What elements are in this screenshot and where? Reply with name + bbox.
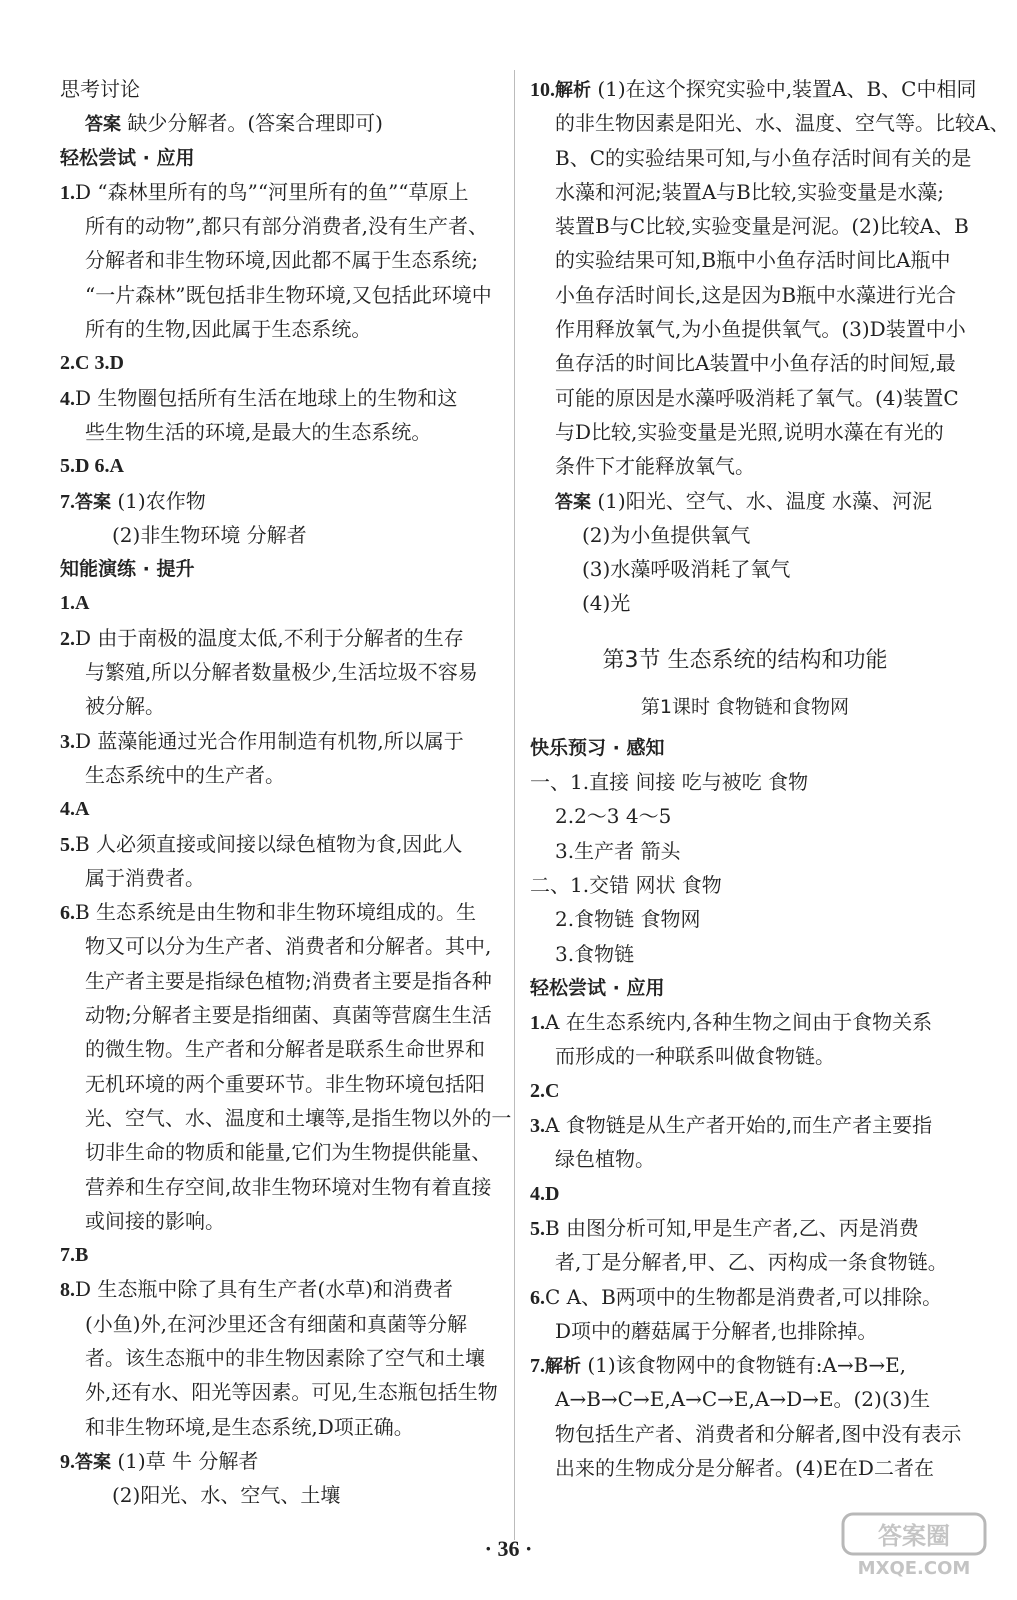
answer-line: B 由图分析可知,甲是生产者,乙、丙是消费: [545, 1215, 919, 1240]
question-number: 2.: [60, 627, 75, 650]
practice-question-3: [60, 724, 500, 758]
answer-line: 分解者和非生物环境,因此都不属于生态系统;: [85, 248, 479, 273]
practice-question-9: [60, 1444, 500, 1478]
answer-line: 或间接的影响。: [85, 1208, 225, 1233]
question-number: 5.: [530, 1217, 545, 1240]
answer-line: B 生态系统是由生物和非生物环境组成的。生: [75, 900, 477, 925]
preview-line: 一、1.直接 间接 吃与被吃 食物: [530, 770, 809, 795]
analysis-line: B、C的实验结果可知,与小鱼存活时间有关的是: [555, 145, 972, 170]
answer-line: (2)非生物环境 分解者: [112, 522, 307, 547]
answer-line: (3)水藻呼吸消耗了氧气: [582, 557, 791, 582]
question-number: 3.: [60, 730, 75, 753]
answer-line: 被分解。: [85, 694, 165, 719]
answer-line: (小鱼)外,在河沙里还含有细菌和真菌等分解: [85, 1311, 467, 1336]
question-number: 5.: [60, 833, 75, 856]
analysis-line: 小鱼存活时间长,这是因为B瓶中水藻进行光合: [555, 282, 957, 307]
section-heading-preview: 快乐预习 · 感知: [530, 736, 665, 759]
right-column: [530, 72, 1010, 1485]
answer-line: 所有的动物”,都只有部分消费者,没有生产者、: [85, 214, 488, 239]
analysis-line: 的实验结果可知,B瓶中小鱼存活时间比A瓶中: [555, 248, 951, 273]
question-number: 10.: [530, 79, 555, 101]
answer-line: 动物;分解者主要是指细菌、真菌等营腐生生活: [85, 1003, 492, 1028]
question-number: 6.: [60, 902, 75, 925]
answer-line: (4)光: [582, 591, 631, 616]
answer-line: D “森林里所有的鸟”“河里所有的鱼”“草原上: [75, 179, 469, 204]
answer-line: 和非生物环境,是生态系统,D项正确。: [85, 1414, 414, 1439]
r-question-4: 4.D: [530, 1182, 560, 1205]
answer-line: 绿色植物。: [555, 1147, 655, 1172]
question-7: [60, 484, 500, 518]
answer-line: D项中的蘑菇属于分解者,也排除掉。: [555, 1318, 878, 1343]
answer-line: 无机环境的两个重要环节。非生物环境包括阳: [85, 1071, 485, 1096]
question-number: 7.: [60, 490, 75, 513]
answer-label: 答案: [75, 491, 111, 513]
answer-line: 者,丁是分解者,甲、乙、丙构成一条食物链。: [555, 1250, 948, 1275]
answer-line: D 生物圈包括所有生活在地球上的生物和这: [75, 385, 458, 410]
answer-line: 生产者主要是指绿色植物;消费者主要是指各种: [85, 968, 492, 993]
question-number: 3.: [530, 1115, 545, 1138]
analysis-line: 条件下才能释放氧气。: [555, 454, 755, 479]
analysis-line: 可能的原因是水藻呼吸消耗了氧气。(4)装置C: [555, 385, 959, 410]
practice-question-7: 7.B: [60, 1244, 89, 1267]
left-column: [60, 72, 512, 1512]
r-question-3: [530, 1108, 960, 1142]
answer-line: 些生物生活的环境,是最大的生态系统。: [85, 419, 432, 444]
analysis-line: A→B→C→E,A→C→E,A→D→E。(2)(3)生: [555, 1387, 931, 1412]
answer-line: (1)阳光、空气、水、温度 水藻、河泥: [597, 488, 933, 513]
analysis-line: 出来的生物成分是分解者。(4)E在D二者在: [555, 1455, 934, 1480]
section-heading-try-apply-2: 轻松尝试 · 应用: [530, 976, 665, 999]
answer-line: C A、B两项中的生物都是消费者,可以排除。: [545, 1284, 943, 1309]
analysis-line: 的非生物因素是阳光、水、温度、空气等。比较A、: [555, 111, 1010, 136]
answer-line: (1)草 牛 分解者: [117, 1448, 259, 1473]
answer-line: A 在生态系统内,各种生物之间由于食物关系: [545, 1010, 933, 1035]
answer-line: D 由于南极的温度太低,不利于分解者的生存: [75, 625, 464, 650]
discussion-answer-text: 缺少分解者。(答案合理即可): [127, 111, 383, 136]
question-10: [530, 72, 977, 106]
answer-line: (1)农作物: [117, 488, 206, 513]
answer-line: (2)阳光、水、空气、土壤: [112, 1483, 341, 1508]
analysis-line: 装置B与C比较,实验变量是河泥。(2)比较A、B: [555, 214, 969, 239]
answer-label: 答案: [75, 1451, 111, 1473]
answer-line: D 蓝藻能通过光合作用制造有机物,所以属于: [75, 728, 464, 753]
q10-answer: [530, 484, 960, 518]
discussion-answer: [60, 106, 500, 140]
r-question-2: 2.C: [530, 1079, 560, 1102]
answer-line: 切非生命的物质和能量,它们为生物提供能量、: [85, 1140, 492, 1165]
r-question-6: [530, 1280, 960, 1314]
analysis-line: (1)在这个探究实验中,装置A、B、C中相同: [597, 77, 977, 101]
svg-text:MXQE.COM: MXQE.COM: [857, 1558, 971, 1579]
practice-question-2: [60, 621, 500, 655]
question-number: 1.: [60, 181, 75, 204]
answer-line: 与繁殖,所以分解者数量极少,生活垃圾不容易: [85, 660, 478, 685]
answer-line: 而形成的一种联系叫做食物链。: [555, 1044, 835, 1069]
answer-line: 所有的生物,因此属于生态系统。: [85, 317, 372, 342]
analysis-line: 水藻和河泥;装置A与B比较,实验变量是水藻;: [555, 179, 944, 204]
page-number: · 36 ·: [484, 1536, 533, 1561]
watermark-logo: [839, 1510, 989, 1580]
preview-line: 3.食物链: [555, 941, 635, 966]
answer-line: D 生态瓶中除了具有生产者(水草)和消费者: [75, 1277, 453, 1302]
answer-line: (2)为小鱼提供氧气: [582, 522, 751, 547]
preview-line: 3.生产者 箭头: [555, 838, 681, 863]
practice-question-1: 1.A: [60, 592, 90, 615]
question-4: [60, 381, 500, 415]
analysis-label: 解析: [555, 80, 591, 101]
question-number: 6.: [530, 1286, 545, 1309]
answer-line: 属于消费者。: [85, 865, 205, 890]
question-number: 8.: [60, 1279, 75, 1302]
question-1: [60, 175, 500, 209]
column-divider: [514, 70, 515, 1540]
analysis-line: 作用释放氧气,为小鱼提供氧气。(3)D装置中小: [555, 317, 966, 342]
question-number: 7.: [530, 1355, 545, 1378]
answer-line: B 人必须直接或间接以绿色植物为食,因此人: [75, 831, 463, 856]
preview-line: 2.2～3 4～5: [555, 804, 672, 829]
lesson-title: 第1课时 食物链和食物网: [640, 695, 850, 718]
r-question-1: [530, 1005, 960, 1039]
r-question-7: [530, 1348, 960, 1382]
questions-5-6: 5.D 6.A: [60, 455, 124, 478]
preview-line: 二、1.交错 网状 食物: [530, 872, 722, 897]
analysis-line: 与D比较,实验变量是光照,说明水藻在有光的: [555, 419, 944, 444]
question-number: 9.: [60, 1450, 75, 1473]
practice-question-6: [60, 895, 500, 929]
r-question-5: [530, 1211, 960, 1245]
practice-question-5: [60, 827, 500, 861]
answer-line: 营养和生存空间,故非生物环境对生物有着直接: [85, 1174, 492, 1199]
answer-label: 答案: [555, 491, 591, 513]
answer-line: A 食物链是从生产者开始的,而生产者主要指: [545, 1113, 933, 1138]
answer-line: 者。该生态瓶中的非生物因素除了空气和土壤: [85, 1345, 485, 1370]
practice-question-8: [60, 1272, 500, 1306]
question-number: 1.: [530, 1012, 545, 1035]
svg-text:答案圈: 答案圈: [878, 1522, 950, 1550]
answer-line: 生态系统中的生产者。: [85, 762, 285, 787]
analysis-line: 鱼存活的时间比A装置中小鱼存活的时间短,最: [555, 351, 956, 376]
discussion-heading: 思考讨论: [60, 77, 140, 101]
answer-label: 答案: [85, 114, 121, 136]
answer-line: 物又可以分为生产者、消费者和分解者。其中,: [85, 934, 492, 959]
section-title: 第3节 生态系统的结构和功能: [602, 647, 888, 673]
analysis-label: 解析: [545, 1356, 581, 1378]
section-heading-practice-improve: 知能演练 · 提升: [60, 558, 195, 581]
analysis-line: (1)该食物网中的食物链有:A→B→E,: [587, 1353, 907, 1378]
answer-line: 的微生物。生产者和分解者是联系生命世界和: [85, 1037, 485, 1062]
section-heading-try-apply: 轻松尝试 · 应用: [60, 146, 195, 169]
analysis-line: 物包括生产者、消费者和分解者,图中没有表示: [555, 1421, 962, 1446]
questions-2-3: 2.C 3.D: [60, 352, 124, 375]
practice-question-4: 4.A: [60, 798, 90, 821]
answer-line: 外,还有水、阳光等因素。可见,生态瓶包括生物: [85, 1380, 498, 1405]
preview-line: 2.食物链 食物网: [555, 907, 701, 932]
answer-line: 光、空气、水、温度和土壤等,是指生物以外的一: [85, 1105, 512, 1130]
question-number: 4.: [60, 387, 75, 410]
answer-line: “一片森林”既包括非生物环境,又包括此环境中: [85, 282, 492, 307]
